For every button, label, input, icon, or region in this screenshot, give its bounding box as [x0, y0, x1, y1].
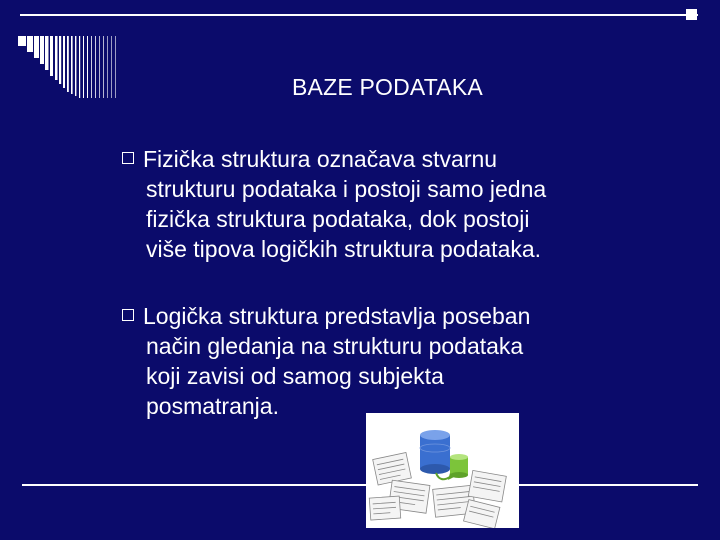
- bullet-line: Fizička struktura označava stvarnu: [143, 146, 498, 172]
- database-cylinder-blue: [420, 430, 450, 474]
- bullet-line: više tipova logičkih struktura podataka.: [146, 236, 542, 262]
- slide-title: BAZE PODATAKA: [292, 74, 483, 100]
- bullet-line: fizička struktura podataka, dok postoji: [146, 206, 530, 232]
- bullet-line: način gledanja na strukturu podataka: [146, 333, 524, 359]
- bullet-physical-structure: [143, 144, 686, 264]
- hollow-square-icon: [122, 152, 134, 164]
- bullet-line: posmatranja.: [146, 393, 279, 419]
- bullet-logical-structure: [143, 301, 686, 421]
- database-documents-illustration: [366, 413, 519, 528]
- top-rule-square: [686, 9, 697, 20]
- bottom-rule-left: [22, 484, 366, 486]
- bullet-line: Logička struktura predstavlja poseban: [143, 303, 531, 329]
- bullet-line: koji zavisi od samog subjekta: [146, 363, 444, 389]
- top-rule: [20, 14, 698, 16]
- database-illustration: [366, 413, 519, 528]
- hollow-square-icon: [122, 309, 134, 321]
- bottom-rule-right: [518, 484, 698, 486]
- database-cylinder-green: [450, 454, 468, 478]
- bullet-line: strukturu podataka i postoji samo jedna: [146, 176, 547, 202]
